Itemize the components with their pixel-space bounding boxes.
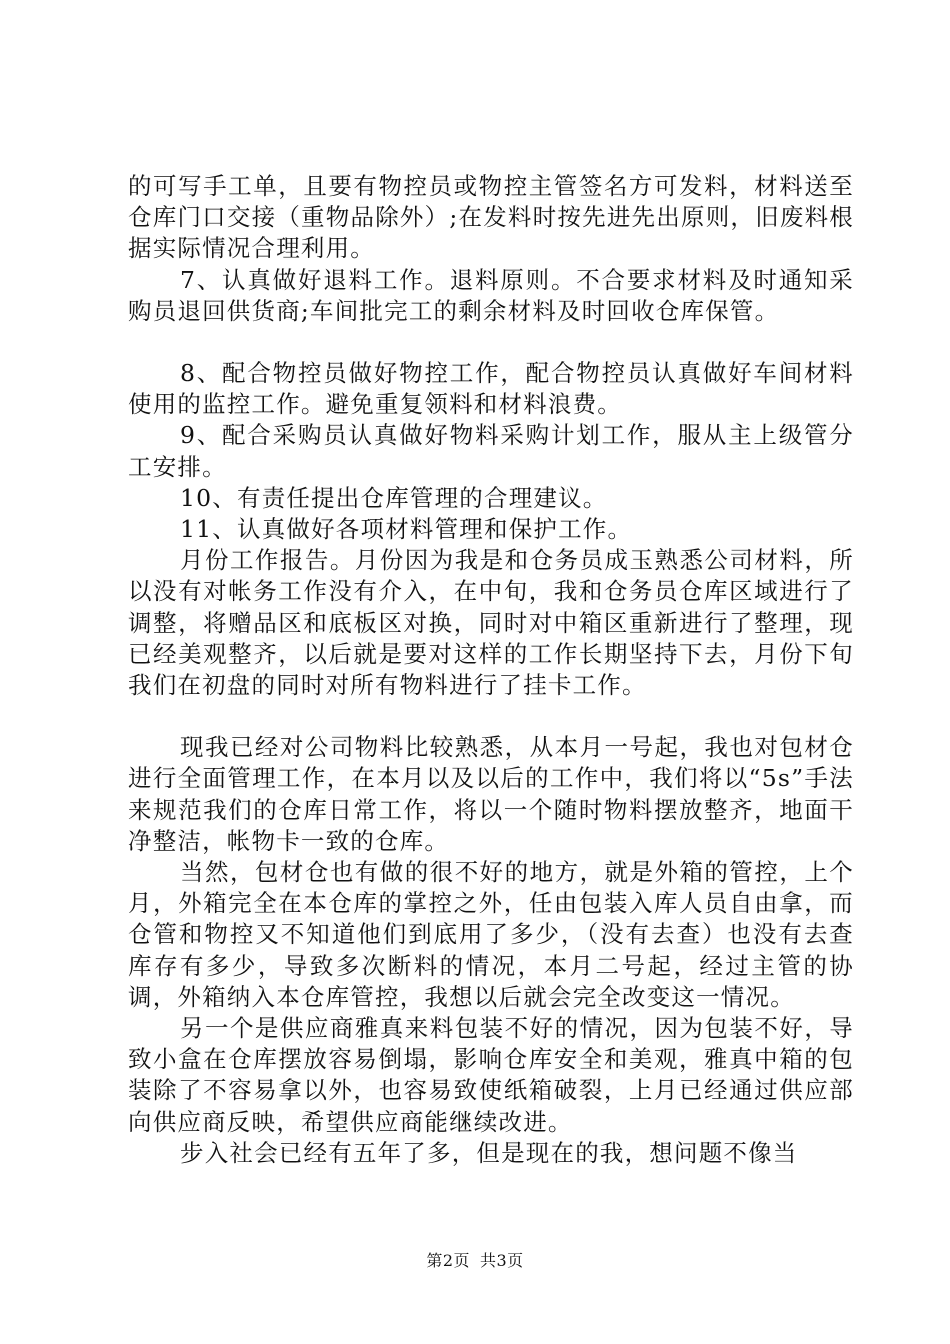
total-pages: 共3页 bbox=[480, 1251, 524, 1270]
paragraph-item-11: 11、认真做好各项材料管理和保护工作。 bbox=[180, 515, 633, 544]
paragraph-item-10: 10、有责任提出仓库管理的合理建议。 bbox=[180, 483, 608, 512]
paragraph-item-8: 8、配合物控员做好物控工作，配合物控员认真做好车间材料使用的监控工作。避免重复领料和材料浪费。 bbox=[128, 359, 854, 419]
document-body bbox=[128, 171, 854, 1169]
paragraph-supplier-packaging: 另一个是供应商雅真来料包装不好的情况，因为包装不好，导致小盒在仓库摆放容易倒塌，影响仓库安全和美观，雅真中箱的包装除了不容易拿以外，也容易致使纸箱破裂，上月已经通过供应部向供应商反映，希望供应商能继续改进。 bbox=[128, 1014, 854, 1136]
paragraph-outer-box-control: 当然，包材仓也有做的很不好的地方，就是外箱的管控，上个月，外箱完全在本仓库的掌控之外，任由包装入库人员自由拿，而仓管和物控又不知道他们到底用了多少，（没有去查）也没有去查库存有多少，导致多次断料的情况，本月二号起，经过主管的协调，外箱纳入本仓库管控，我想以后就会完全改变这一情况。 bbox=[128, 858, 854, 1011]
paragraph-5s-management: 现我已经对公司物料比较熟悉，从本月一号起，我也对包材仓进行全面管理工作，在本月以及以后的工作中，我们将以“5s”手法来规范我们的仓库日常工作，将以一个随时物料摆放整齐，地面干净整洁，帐物卡一致的仓库。 bbox=[128, 733, 854, 855]
page-footer bbox=[0, 1248, 950, 1271]
paragraph-continuation: 的可写手工单，且要有物控员或物控主管签名方可发料，材料送至仓库门口交接（重物品除外）;在发料时按先进先出原则，旧废料根据实际情况合理利用。 bbox=[128, 172, 854, 263]
paragraph-item-9: 9、配合采购员认真做好物料采购计划工作，服从主上级管分工安排。 bbox=[128, 421, 854, 481]
page-number: 第2页 bbox=[426, 1251, 470, 1270]
paragraph-monthly-report: 月份工作报告。月份因为我是和仓务员成玉熟悉公司材料，所以没有对帐务工作没有介入，在中旬，我和仓务员仓库区域进行了调整，将赠品区和底板区对换，同时对中箱区重新进行了整理，现已经美观整齐，以后就是要对这样的工作长期坚持下去，月份下旬我们在初盘的同时对所有物料进行了挂卡工作。 bbox=[128, 546, 854, 700]
paragraph-item-7: 7、认真做好退料工作。退料原则。不合要求材料及时通知采购员退回供货商;车间批完工的剩余材料及时回收仓库保管。 bbox=[128, 265, 854, 325]
paragraph-reflection: 步入社会已经有五年了多，但是现在的我，想问题不像当 bbox=[180, 1138, 798, 1167]
